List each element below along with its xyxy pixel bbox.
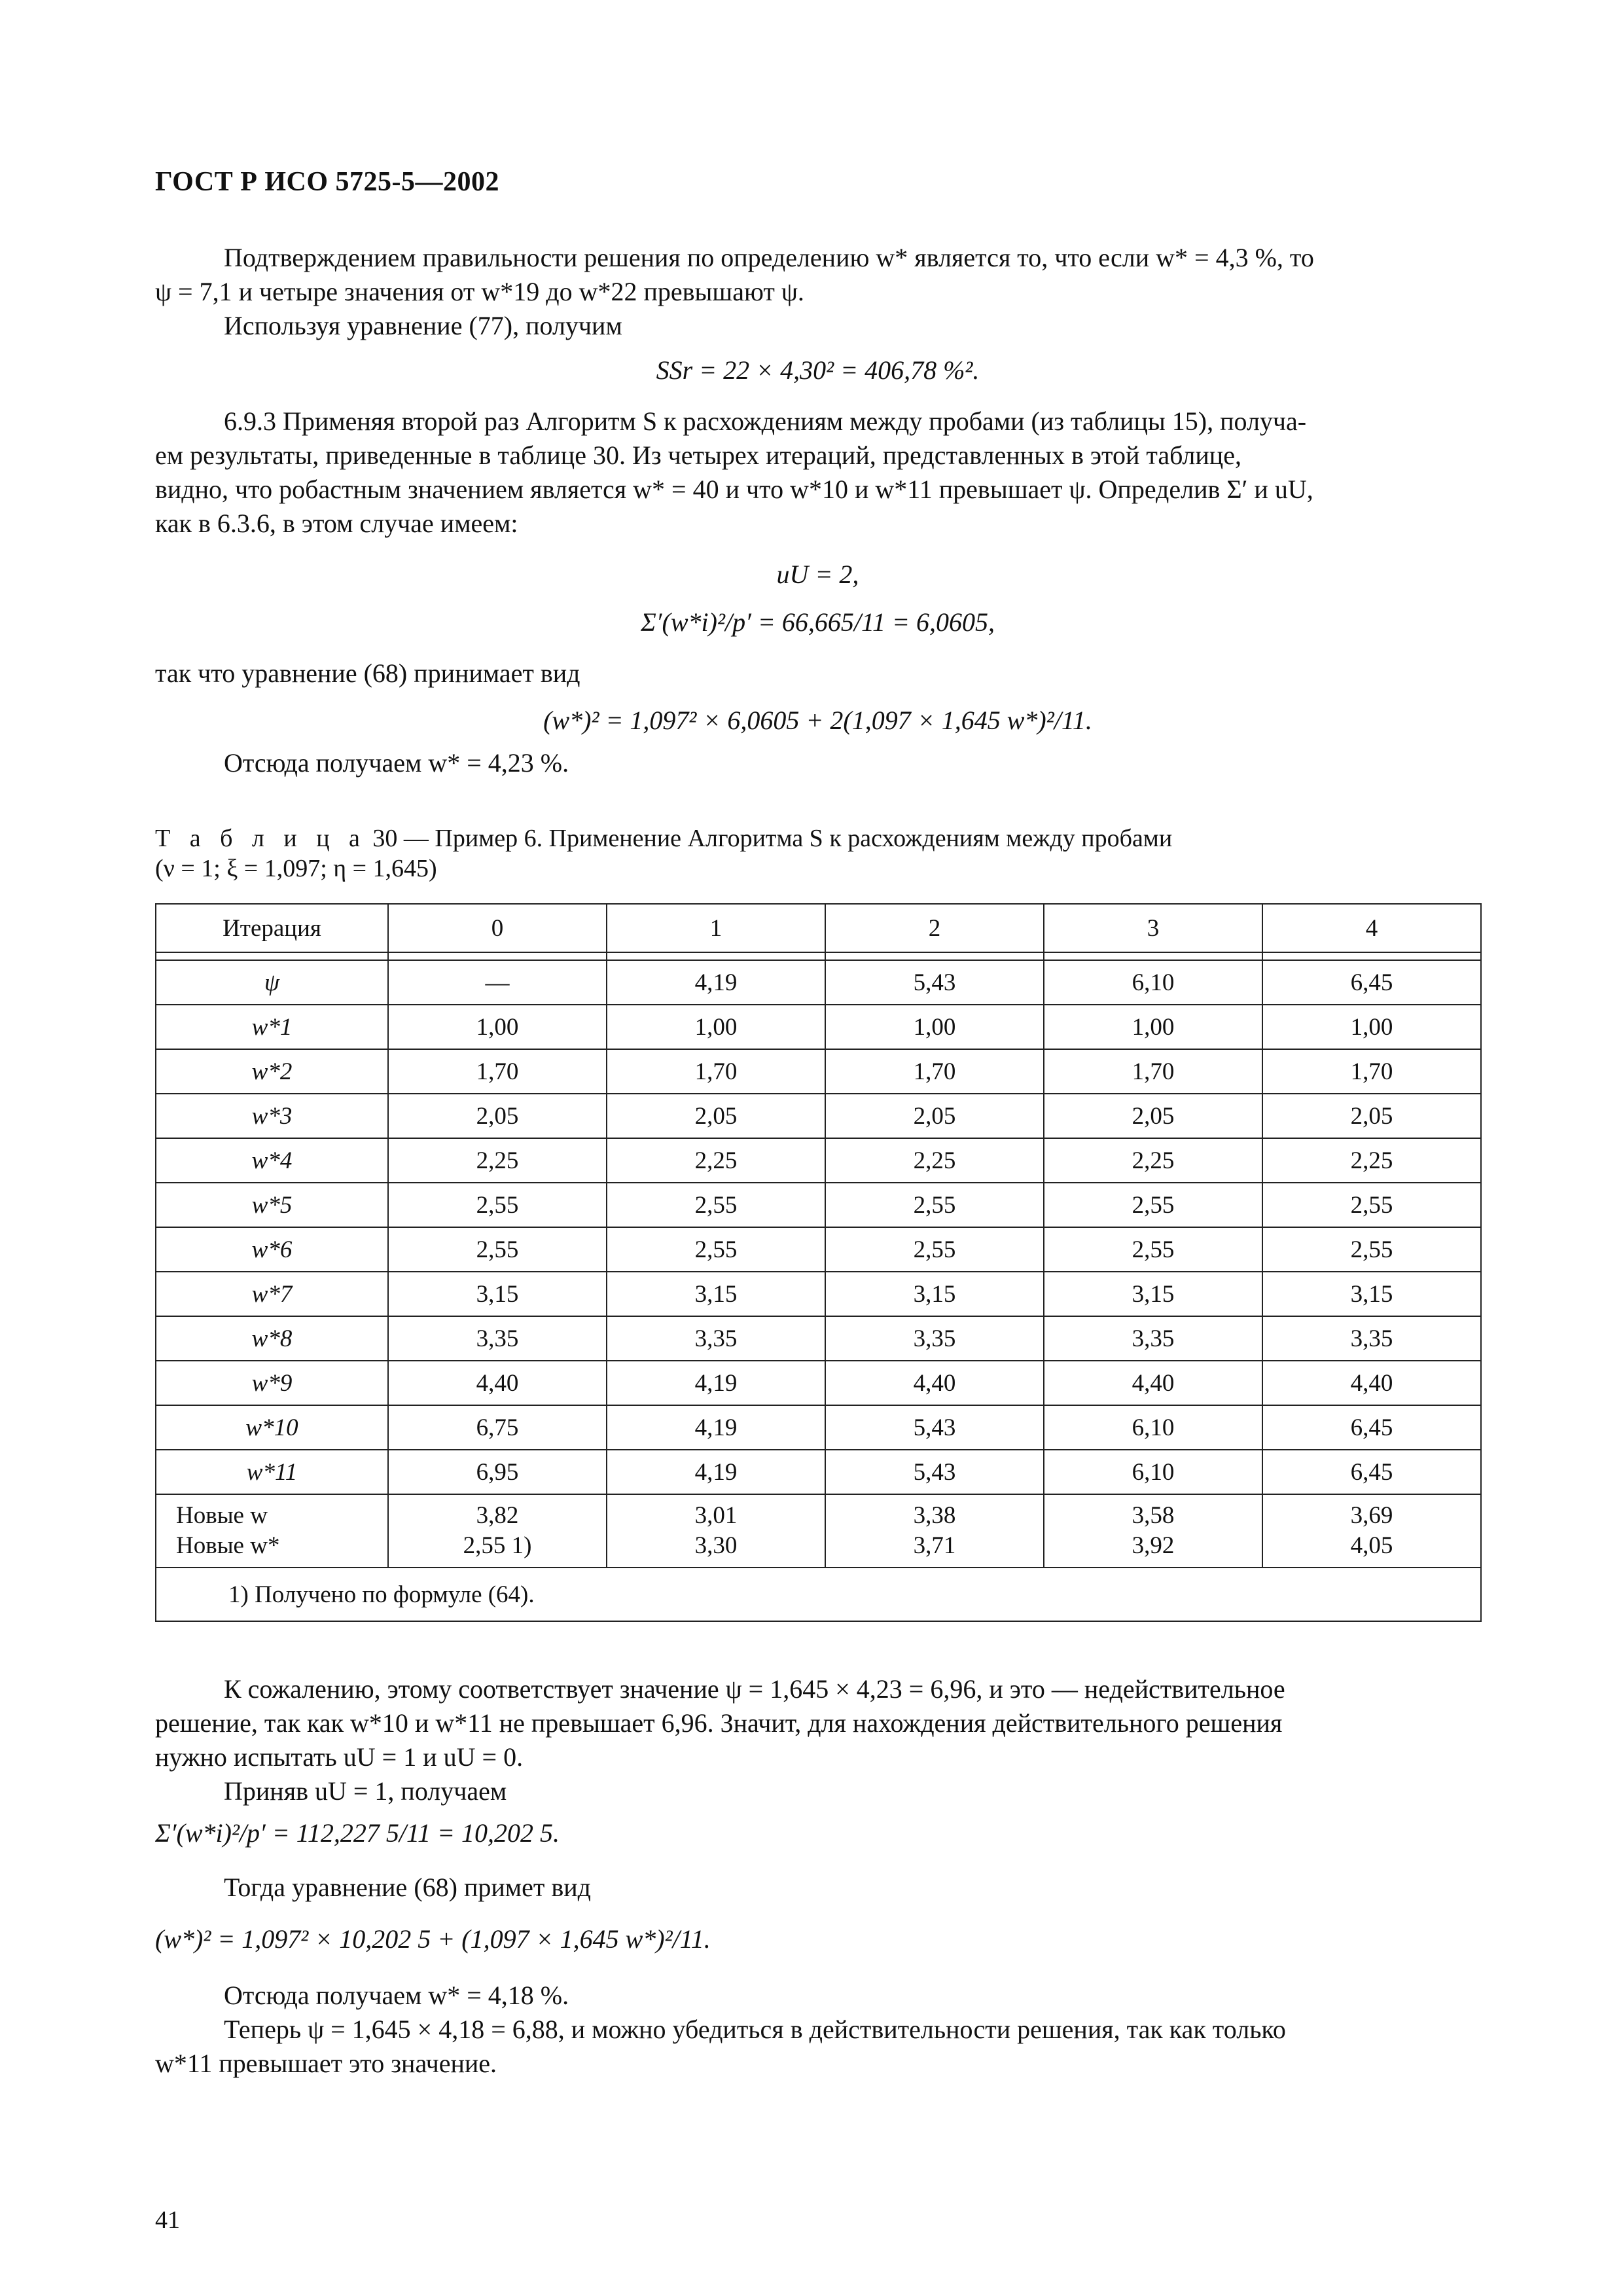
row-label: w*5 <box>156 1183 388 1227</box>
header-col-4: 4 <box>1262 904 1481 952</box>
new-w-value: 3,58 <box>1132 1502 1175 1529</box>
new-w-star-value: 3,71 <box>913 1532 956 1559</box>
row-label: w*1 <box>156 1005 388 1049</box>
p3-line-c: видно, что робастным значением является w* = 40 и что w*10 и w*11 превышает ψ. Определив Σ′ и uU, <box>155 475 1313 504</box>
table-cell: 2,55 <box>1044 1227 1262 1272</box>
header-gap <box>156 952 1481 960</box>
table-row <box>156 1227 1481 1272</box>
table-row <box>156 1005 1481 1049</box>
equation-68-a: (w*)² = 1,097² × 6,0605 + 2(1,097 × 1,645 w*)²/11. <box>543 706 1092 735</box>
table-cell: 1,00 <box>1044 1005 1262 1049</box>
table-cell: 3,15 <box>825 1272 1044 1316</box>
paragraph-4: так что уравнение (68) принимает вид <box>155 658 580 688</box>
table-cell: 1,00 <box>388 1005 607 1049</box>
new-w-star-value: 3,30 <box>694 1532 738 1559</box>
table-cell: 1,00 <box>825 1005 1044 1049</box>
footnote-row <box>156 1568 1481 1621</box>
table-cell: 6,75 <box>388 1405 607 1450</box>
paragraph-8: Тогда уравнение (68) примет вид <box>224 1873 591 1902</box>
table-cell: 6,10 <box>1044 960 1262 1005</box>
table-cell: 6,10 <box>1044 1405 1262 1450</box>
table-cell: 4,19 <box>607 960 825 1005</box>
table-row <box>156 1049 1481 1094</box>
table-cell: 4,19 <box>607 1450 825 1494</box>
table-cell: 6,45 <box>1262 1450 1481 1494</box>
new-values-cell <box>1044 1494 1262 1568</box>
p1-line-a: Подтверждением правильности решения по определению w* является то, что если w* = 4,3 %, то <box>224 243 1314 272</box>
table-cell: 2,05 <box>825 1094 1044 1138</box>
table-cell: 2,55 <box>388 1183 607 1227</box>
table-footnote: 1) Получено по формуле (64). <box>156 1568 1481 1621</box>
table-cell: 4,19 <box>607 1361 825 1405</box>
table-cell: 2,55 <box>607 1227 825 1272</box>
table-cell: 4,40 <box>1262 1361 1481 1405</box>
table-cell: 4,40 <box>388 1361 607 1405</box>
table-row <box>156 1316 1481 1361</box>
table-cell: 2,25 <box>388 1138 607 1183</box>
paragraph-5: Отсюда получаем w* = 4,23 %. <box>224 748 569 778</box>
table-cell: 5,43 <box>825 960 1044 1005</box>
caption-line-1 <box>155 823 1172 853</box>
table-cell: 4,19 <box>607 1405 825 1450</box>
table-cell: 3,15 <box>388 1272 607 1316</box>
header-col-3: 3 <box>1044 904 1262 952</box>
table-cell: 3,15 <box>1044 1272 1262 1316</box>
row-label: w*2 <box>156 1049 388 1094</box>
paragraph-9: Отсюда получаем w* = 4,18 %. <box>224 1981 569 2010</box>
table-cell: 2,55 <box>1044 1183 1262 1227</box>
table-row <box>156 1094 1481 1138</box>
table-cell: 2,05 <box>388 1094 607 1138</box>
table-cell: 2,55 <box>388 1227 607 1272</box>
table-cell: 2,25 <box>1044 1138 1262 1183</box>
equation-sum-2: Σ′(w*i)²/p′ = 112,227 5/11 = 10,202 5. <box>155 1818 560 1848</box>
table-cell: 6,10 <box>1044 1450 1262 1494</box>
p3-line-d: как в 6.3.6, в этом случае имеем: <box>155 509 518 538</box>
table-row <box>156 1138 1481 1183</box>
table-cell: 1,00 <box>607 1005 825 1049</box>
new-values-cell <box>1262 1494 1481 1568</box>
new-w-value: 3,38 <box>913 1502 956 1529</box>
header-col-0: 0 <box>388 904 607 952</box>
table-row <box>156 1361 1481 1405</box>
new-values-cell <box>607 1494 825 1568</box>
table-cell: 6,45 <box>1262 1405 1481 1450</box>
table-cell: 3,15 <box>607 1272 825 1316</box>
equation-sum-1: Σ′(w*i)²/p′ = 66,665/11 = 6,0605, <box>641 607 995 637</box>
row-label: w*10 <box>156 1405 388 1450</box>
row-label: w*4 <box>156 1138 388 1183</box>
table-cell: 6,95 <box>388 1450 607 1494</box>
new-w-star-value: 3,92 <box>1132 1532 1175 1559</box>
row-label: ψ <box>156 960 388 1005</box>
table-cell: 2,05 <box>1262 1094 1481 1138</box>
iteration-table <box>155 903 1482 1622</box>
p1-line-b: ψ = 7,1 и четыре значения от w*19 до w*22 превышают ψ. <box>155 277 804 306</box>
p3-line-a: 6.9.3 Применяя второй раз Алгоритм S к расхождениям между пробами (из таблицы 15), получа- <box>224 406 1307 436</box>
table-cell: 1,70 <box>388 1049 607 1094</box>
header-iteration: Итерация <box>156 904 388 952</box>
new-values-label <box>156 1494 388 1568</box>
p10-line-a: Теперь ψ = 1,645 × 4,18 = 6,88, и можно убедиться в действительности решения, так как только <box>224 2015 1286 2044</box>
table-cell: 3,35 <box>825 1316 1044 1361</box>
equation-68-b: (w*)² = 1,097² × 10,202 5 + (1,097 × 1,645 w*)²/11. <box>155 1924 711 1954</box>
new-w-value: 3,01 <box>694 1502 738 1529</box>
row-label: w*9 <box>156 1361 388 1405</box>
paragraph-1 <box>155 241 1480 343</box>
new-values-cell <box>388 1494 607 1568</box>
table-cell: 2,55 <box>1262 1183 1481 1227</box>
table-cell: 2,25 <box>825 1138 1044 1183</box>
table-cell: 1,70 <box>607 1049 825 1094</box>
new-w-value: 3,82 <box>476 1502 519 1529</box>
new-w-star-value: 4,05 <box>1350 1532 1393 1559</box>
table-cell: 3,35 <box>607 1316 825 1361</box>
row-label: w*11 <box>156 1450 388 1494</box>
p10-line-b: w*11 превышает это значение. <box>155 2049 497 2078</box>
table-cell: 3,35 <box>388 1316 607 1361</box>
label-new-w-star: Новые w* <box>176 1532 280 1559</box>
table-cell: 2,55 <box>1262 1227 1481 1272</box>
p6-line-b: решение, так как w*10 и w*11 не превышает 6,96. Значит, для нахождения действительного решения <box>155 1708 1283 1738</box>
paragraph-693 <box>155 404 1480 541</box>
table-caption <box>155 823 1172 884</box>
table-cell: 2,25 <box>1262 1138 1481 1183</box>
table-cell: 5,43 <box>825 1405 1044 1450</box>
table-cell: 3,15 <box>1262 1272 1481 1316</box>
p6-line-c: нужно испытать uU = 1 и uU = 0. <box>155 1742 524 1772</box>
table-cell: 3,35 <box>1262 1316 1481 1361</box>
caption-prefix: Т а б л и ц а <box>155 825 366 852</box>
new-values-cell <box>825 1494 1044 1568</box>
p6-line-a: К сожалению, этому соответствует значение ψ = 1,645 × 4,23 = 6,96, и это — недействительное <box>224 1674 1285 1704</box>
table-header-row <box>156 904 1481 952</box>
equation-uu: uU = 2, <box>776 560 859 589</box>
table-row <box>156 1183 1481 1227</box>
table-cell: 4,40 <box>1044 1361 1262 1405</box>
table-cell: 2,55 <box>825 1183 1044 1227</box>
row-label: w*7 <box>156 1272 388 1316</box>
table-row <box>156 1272 1481 1316</box>
table-row <box>156 1405 1481 1450</box>
paragraph-10 <box>155 2013 1480 2081</box>
table-cell: 2,55 <box>607 1183 825 1227</box>
equation-ssr: SSr = 22 × 4,30² = 406,78 %². <box>656 355 980 385</box>
p7-line: Приняв uU = 1, получаем <box>224 1776 507 1806</box>
table-row <box>156 960 1481 1005</box>
row-label: w*3 <box>156 1094 388 1138</box>
table-cell: — <box>388 960 607 1005</box>
document-header: ГОСТ Р ИСО 5725-5—2002 <box>155 167 500 197</box>
table-cell: 2,55 <box>825 1227 1044 1272</box>
table-cell: 6,45 <box>1262 960 1481 1005</box>
table-cell: 3,35 <box>1044 1316 1262 1361</box>
new-values-row <box>156 1494 1481 1568</box>
table-row <box>156 1450 1481 1494</box>
new-w-value: 3,69 <box>1350 1502 1393 1529</box>
p3-line-b: ем результаты, приведенные в таблице 30. Из четырех итераций, представленных в этой таблице, <box>155 440 1241 470</box>
table-cell: 2,05 <box>607 1094 825 1138</box>
table-cell: 2,25 <box>607 1138 825 1183</box>
table-cell: 1,70 <box>1262 1049 1481 1094</box>
paragraph-6 <box>155 1672 1480 1808</box>
new-w-star-value: 2,55 1) <box>463 1532 532 1559</box>
row-label: w*8 <box>156 1316 388 1361</box>
caption-text: 30 — Пример 6. Применение Алгоритма S к расхождениям между пробами <box>372 825 1173 852</box>
table-cell: 2,05 <box>1044 1094 1262 1138</box>
table-cell: 4,40 <box>825 1361 1044 1405</box>
header-col-1: 1 <box>607 904 825 952</box>
table-cell: 1,70 <box>825 1049 1044 1094</box>
table-cell: 1,70 <box>1044 1049 1262 1094</box>
p2-line: Используя уравнение (77), получим <box>224 311 622 340</box>
page-number: 41 <box>155 2206 180 2234</box>
table-cell: 1,00 <box>1262 1005 1481 1049</box>
label-new-w: Новые w <box>176 1502 268 1529</box>
header-col-2: 2 <box>825 904 1044 952</box>
table-cell: 5,43 <box>825 1450 1044 1494</box>
caption-line-2: (ν = 1; ξ = 1,097; η = 1,645) <box>155 855 437 882</box>
row-label: w*6 <box>156 1227 388 1272</box>
